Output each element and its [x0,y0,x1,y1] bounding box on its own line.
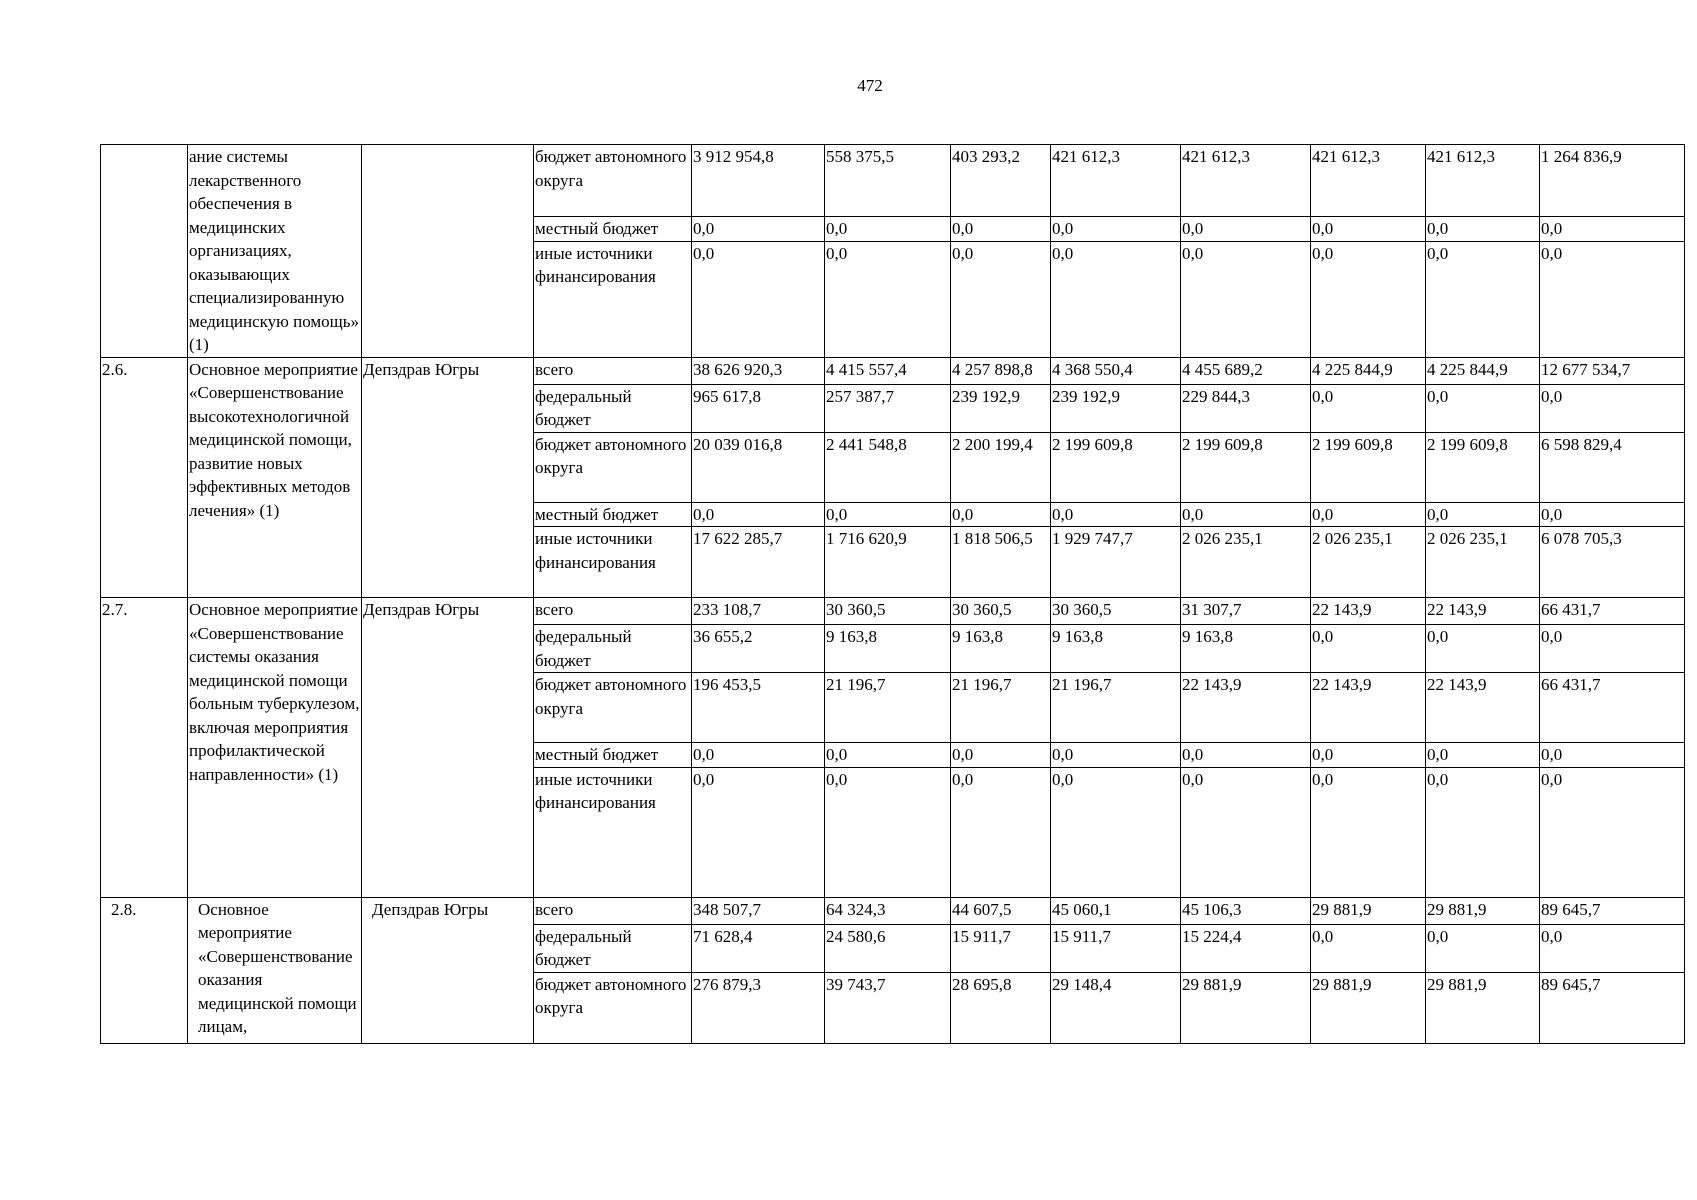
amount-cell: 0,0 [1540,767,1685,897]
item-number: 2.7. [101,598,188,898]
amount-cell: 0,0 [692,217,825,242]
amount-cell: 29 881,9 [1181,972,1311,1043]
executor: Депздрав Югры [362,357,534,598]
amount-cell: 31 307,7 [1181,598,1311,625]
amount-cell: 9 163,8 [951,625,1051,673]
amount-cell: 0,0 [692,767,825,897]
table-row [101,145,1685,217]
amount-cell: 9 163,8 [825,625,951,673]
amount-cell: 45 106,3 [1181,897,1311,924]
item-number [101,145,188,358]
amount-cell: 12 677 534,7 [1540,357,1685,384]
amount-cell: 29 881,9 [1426,897,1540,924]
amount-cell: 15 911,7 [1051,924,1181,972]
amount-cell: 9 163,8 [1181,625,1311,673]
amount-cell: 0,0 [1540,217,1685,242]
amount-cell: 558 375,5 [825,145,951,217]
amount-cell: 421 612,3 [1181,145,1311,217]
item-number: 2.6. [101,357,188,598]
amount-cell: 15 911,7 [951,924,1051,972]
table-row [101,598,1685,625]
amount-cell: 21 196,7 [951,673,1051,743]
amount-cell: 0,0 [1181,743,1311,768]
measure-name: Основное мероприятие «Совершенствование высокотехнологичной медицинской помощи, развитие новых эффективных методов лечения» (1) [188,357,362,598]
amount-cell: 4 415 557,4 [825,357,951,384]
amount-cell: 45 060,1 [1051,897,1181,924]
amount-cell: 257 387,7 [825,384,951,432]
amount-cell: 0,0 [1051,767,1181,897]
amount-cell: 15 224,4 [1181,924,1311,972]
amount-cell: 421 612,3 [1426,145,1540,217]
amount-cell: 196 453,5 [692,673,825,743]
amount-cell: 421 612,3 [1311,145,1426,217]
amount-cell: 2 199 609,8 [1181,432,1311,502]
amount-cell: 4 455 689,2 [1181,357,1311,384]
amount-cell: 0,0 [1181,502,1311,527]
funding-source: местный бюджет [534,217,692,242]
amount-cell: 0,0 [825,767,951,897]
amount-cell: 1 818 506,5 [951,527,1051,598]
executor: Депздрав Югры [362,897,534,1043]
amount-cell: 0,0 [1311,924,1426,972]
funding-source: иные источники финансирования [534,767,692,897]
amount-cell: 64 324,3 [825,897,951,924]
amount-cell: 29 881,9 [1311,897,1426,924]
amount-cell: 4 225 844,9 [1311,357,1426,384]
amount-cell: 965 617,8 [692,384,825,432]
amount-cell: 9 163,8 [1051,625,1181,673]
amount-cell: 38 626 920,3 [692,357,825,384]
amount-cell: 22 143,9 [1181,673,1311,743]
executor [362,145,534,358]
amount-cell: 0,0 [1311,743,1426,768]
funding-source: бюджет автономного округа [534,145,692,217]
amount-cell: 1 264 836,9 [1540,145,1685,217]
amount-cell: 0,0 [692,743,825,768]
amount-cell: 0,0 [951,502,1051,527]
amount-cell: 30 360,5 [825,598,951,625]
amount-cell: 22 143,9 [1311,673,1426,743]
amount-cell: 0,0 [825,217,951,242]
amount-cell: 2 026 235,1 [1426,527,1540,598]
funding-source: федеральный бюджет [534,384,692,432]
amount-cell: 0,0 [1540,924,1685,972]
funding-source: иные источники финансирования [534,527,692,598]
amount-cell: 6 598 829,4 [1540,432,1685,502]
amount-cell: 0,0 [1426,384,1540,432]
amount-cell: 2 199 609,8 [1051,432,1181,502]
item-number: 2.8. [101,897,188,1043]
amount-cell: 0,0 [951,767,1051,897]
funding-source: федеральный бюджет [534,625,692,673]
amount-cell: 30 360,5 [951,598,1051,625]
amount-cell: 89 645,7 [1540,897,1685,924]
amount-cell: 0,0 [1540,384,1685,432]
amount-cell: 0,0 [1311,241,1426,357]
table-body [101,145,1685,1044]
amount-cell: 0,0 [1051,502,1181,527]
amount-cell: 0,0 [1540,625,1685,673]
amount-cell: 21 196,7 [1051,673,1181,743]
amount-cell: 348 507,7 [692,897,825,924]
amount-cell: 4 225 844,9 [1426,357,1540,384]
measure-name: ание системы лекарственного обеспечения в медицинских организациях, оказывающих специализированную медицинскую помощь» (1) [188,145,362,358]
amount-cell: 36 655,2 [692,625,825,673]
amount-cell: 0,0 [1311,384,1426,432]
amount-cell: 0,0 [825,502,951,527]
amount-cell: 2 200 199,4 [951,432,1051,502]
amount-cell: 0,0 [1540,743,1685,768]
amount-cell: 2 199 609,8 [1426,432,1540,502]
amount-cell: 2 441 548,8 [825,432,951,502]
amount-cell: 0,0 [1540,241,1685,357]
amount-cell: 0,0 [951,217,1051,242]
funding-source: местный бюджет [534,502,692,527]
measure-name: Основное мероприятие «Совершенствование системы оказания медицинской помощи больным туберкулезом, включая мероприятия профилактической направленности» (1) [188,598,362,898]
funding-source: федеральный бюджет [534,924,692,972]
amount-cell: 0,0 [692,502,825,527]
amount-cell: 0,0 [951,743,1051,768]
amount-cell: 0,0 [1426,924,1540,972]
amount-cell: 0,0 [692,241,825,357]
amount-cell: 0,0 [1051,217,1181,242]
amount-cell: 20 039 016,8 [692,432,825,502]
amount-cell: 22 143,9 [1311,598,1426,625]
amount-cell: 0,0 [1181,217,1311,242]
amount-cell: 71 628,4 [692,924,825,972]
amount-cell: 0,0 [1051,241,1181,357]
amount-cell: 1 929 747,7 [1051,527,1181,598]
amount-cell: 89 645,7 [1540,972,1685,1043]
amount-cell: 4 368 550,4 [1051,357,1181,384]
amount-cell: 22 143,9 [1426,598,1540,625]
amount-cell: 276 879,3 [692,972,825,1043]
funding-source: местный бюджет [534,743,692,768]
amount-cell: 22 143,9 [1426,673,1540,743]
amount-cell: 0,0 [1426,502,1540,527]
funding-source: иные источники финансирования [534,241,692,357]
amount-cell: 17 622 285,7 [692,527,825,598]
amount-cell: 2 199 609,8 [1311,432,1426,502]
amount-cell: 30 360,5 [1051,598,1181,625]
amount-cell: 0,0 [1426,743,1540,768]
amount-cell: 239 192,9 [1051,384,1181,432]
amount-cell: 0,0 [825,743,951,768]
amount-cell: 0,0 [1181,241,1311,357]
funding-source: всего [534,598,692,625]
amount-cell: 24 580,6 [825,924,951,972]
amount-cell: 6 078 705,3 [1540,527,1685,598]
funding-source: всего [534,897,692,924]
amount-cell: 0,0 [1311,217,1426,242]
amount-cell: 44 607,5 [951,897,1051,924]
amount-cell: 29 881,9 [1426,972,1540,1043]
funding-source: всего [534,357,692,384]
amount-cell: 28 695,8 [951,972,1051,1043]
amount-cell: 0,0 [1426,625,1540,673]
amount-cell: 39 743,7 [825,972,951,1043]
amount-cell: 0,0 [1426,241,1540,357]
amount-cell: 2 026 235,1 [1181,527,1311,598]
table-row [101,897,1685,924]
measure-name: Основное мероприятие «Совершенствование оказания медицинской помощи лицам, [188,897,362,1043]
amount-cell: 0,0 [1051,743,1181,768]
amount-cell: 4 257 898,8 [951,357,1051,384]
funding-source: бюджет автономного округа [534,972,692,1043]
amount-cell: 0,0 [1311,625,1426,673]
amount-cell: 233 108,7 [692,598,825,625]
amount-cell: 0,0 [1426,767,1540,897]
amount-cell: 66 431,7 [1540,673,1685,743]
amount-cell: 0,0 [1540,502,1685,527]
amount-cell: 229 844,3 [1181,384,1311,432]
funding-source: бюджет автономного округа [534,432,692,502]
funding-source: бюджет автономного округа [534,673,692,743]
amount-cell: 66 431,7 [1540,598,1685,625]
amount-cell: 21 196,7 [825,673,951,743]
amount-cell: 29 148,4 [1051,972,1181,1043]
amount-cell: 0,0 [1311,502,1426,527]
table-row [101,357,1685,384]
executor: Депздрав Югры [362,598,534,898]
amount-cell: 0,0 [951,241,1051,357]
amount-cell: 2 026 235,1 [1311,527,1426,598]
amount-cell: 239 192,9 [951,384,1051,432]
amount-cell: 0,0 [1426,217,1540,242]
amount-cell: 1 716 620,9 [825,527,951,598]
budget-table [100,144,1685,1044]
amount-cell: 421 612,3 [1051,145,1181,217]
amount-cell: 0,0 [1181,767,1311,897]
amount-cell: 0,0 [825,241,951,357]
amount-cell: 29 881,9 [1311,972,1426,1043]
amount-cell: 403 293,2 [951,145,1051,217]
page-number: 472 [857,76,883,95]
amount-cell: 0,0 [1311,767,1426,897]
amount-cell: 3 912 954,8 [692,145,825,217]
